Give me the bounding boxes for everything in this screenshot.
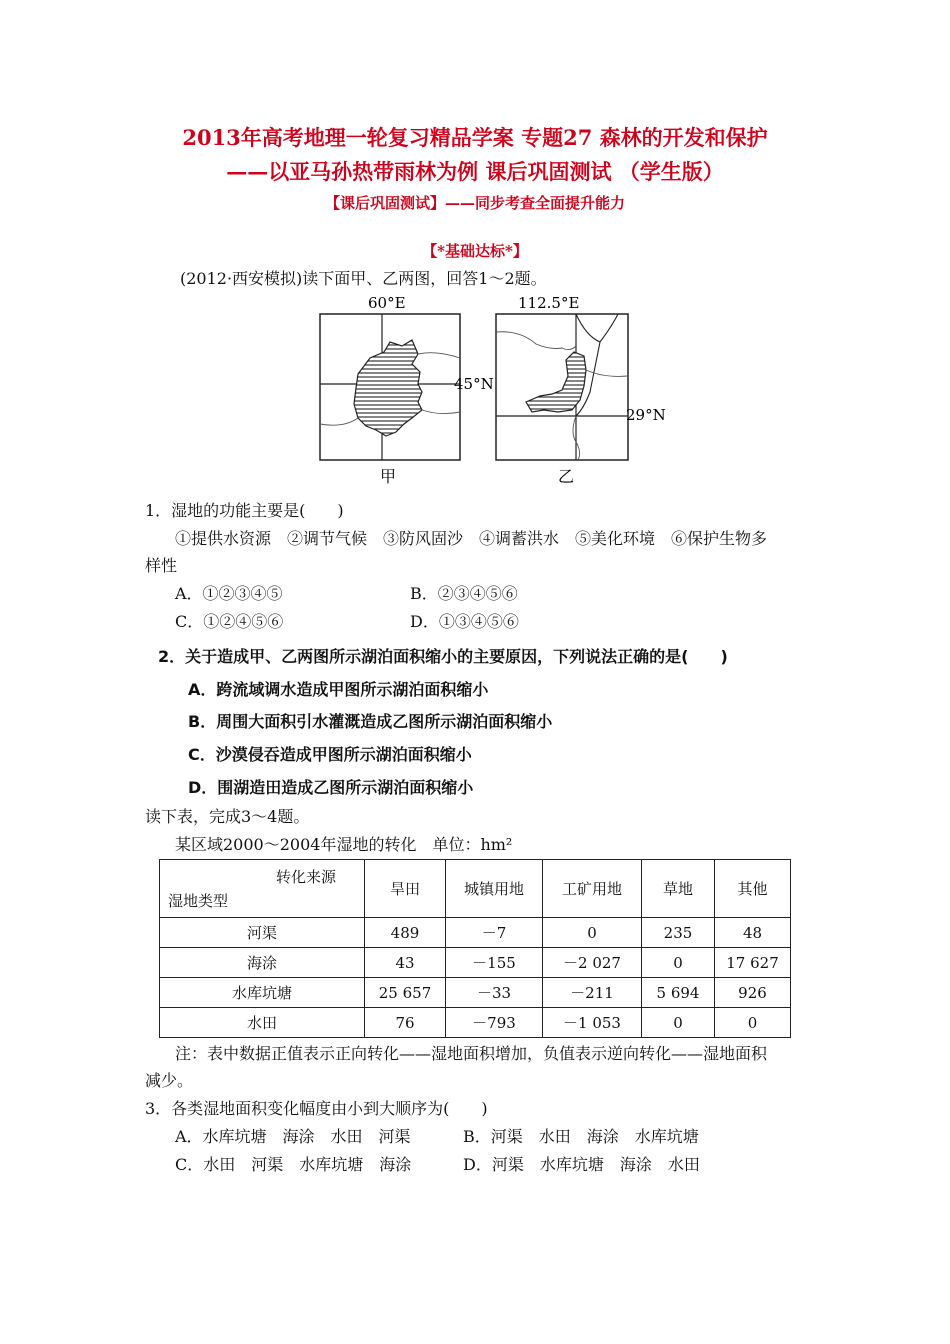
lake-maps-figure <box>300 292 700 488</box>
intro-table: 读下表，完成3～4题。 <box>145 807 310 826</box>
table-cell: 5 694 <box>642 978 715 1008</box>
table-cell: 0 <box>543 918 642 948</box>
table-header-row <box>160 860 791 918</box>
map-jia-longitude: 60°E <box>368 294 406 312</box>
table-cell: 17 627 <box>715 948 791 978</box>
map-jia <box>320 314 460 460</box>
column-header: 草地 <box>642 860 715 918</box>
q2-choice-d: D．围湖造田造成乙图所示湖泊面积缩小 <box>188 778 474 797</box>
section-label: 【*基础达标*】 <box>422 242 528 260</box>
table-note-line2: 减少。 <box>145 1071 194 1090</box>
doc-title-line1: 2013年高考地理一轮复习精品学案 专题27 森林的开发和保护 <box>182 125 768 150</box>
table-cell: －211 <box>543 978 642 1008</box>
map-jia-latitude: 45°N <box>454 375 494 393</box>
q1-choice-d: D．①③④⑤⑥ <box>410 612 519 631</box>
map-yi-longitude: 112.5°E <box>518 294 580 312</box>
column-header: 其他 <box>715 860 791 918</box>
table-row <box>160 1008 791 1038</box>
table-cell: －2 027 <box>543 948 642 978</box>
table-cell: 926 <box>715 978 791 1008</box>
table-cell: 0 <box>642 1008 715 1038</box>
table-cell: 43 <box>365 948 446 978</box>
map-yi <box>496 314 628 460</box>
map-yi-latitude: 29°N <box>626 406 666 424</box>
row-header: 水田 <box>160 1008 365 1038</box>
table-cell: 489 <box>365 918 446 948</box>
table-row <box>160 978 791 1008</box>
table-cell: 235 <box>642 918 715 948</box>
q2-stem: 2．关于造成甲、乙两图所示湖泊面积缩小的主要原因，下列说法正确的是( ) <box>158 647 728 666</box>
column-header: 工矿用地 <box>543 860 642 918</box>
table-corner-cell <box>160 860 365 918</box>
table-cell: 48 <box>715 918 791 948</box>
q3-choice-c: C．水田 河渠 水库坑塘 海涂 <box>175 1155 412 1174</box>
table-row <box>160 948 791 978</box>
doc-subtitle: 【课后巩固测试】——同步考查全面提升能力 <box>324 194 625 212</box>
q3-stem: 3．各类湿地面积变化幅度由小到大顺序为( ) <box>145 1099 488 1118</box>
row-header: 海涂 <box>160 948 365 978</box>
table-cell: －7 <box>446 918 543 948</box>
intro-maps: (2012·西安模拟)读下面甲、乙两图，回答1～2题。 <box>180 269 547 288</box>
doc-title-line2: ——以亚马孙热带雨林为例 课后巩固测试 （学生版） <box>226 159 724 184</box>
q1-choice-b: B．②③④⑤⑥ <box>410 584 518 603</box>
q1-choice-a: A．①②③④⑤ <box>175 584 283 603</box>
table-cell: 25 657 <box>365 978 446 1008</box>
table-cell: －1 053 <box>543 1008 642 1038</box>
corner-type-label: 湿地类型 <box>168 892 229 910</box>
table-row <box>160 918 791 948</box>
row-header: 水库坑塘 <box>160 978 365 1008</box>
q2-choice-b: B．周围大面积引水灌溉造成乙图所示湖泊面积缩小 <box>188 712 553 731</box>
corner-source-label: 转化来源 <box>275 868 336 886</box>
q1-choice-c: C．①②④⑤⑥ <box>175 612 284 631</box>
table-cell: －155 <box>446 948 543 978</box>
q1-stem: 1．湿地的功能主要是( ) <box>145 501 344 520</box>
q3-choice-a: A．水库坑塘 海涂 水田 河渠 <box>175 1127 411 1146</box>
q3-choice-d: D．河渠 水库坑塘 海涂 水田 <box>463 1155 700 1174</box>
table-note-line1: 注：表中数据正值表示正向转化——湿地面积增加，负值表示逆向转化——湿地面积 <box>175 1044 768 1063</box>
table-cell: －793 <box>446 1008 543 1038</box>
map-yi-caption: 乙 <box>558 467 575 486</box>
column-header: 旱田 <box>365 860 446 918</box>
wetland-conversion-table <box>159 859 791 1038</box>
q3-choice-b: B．河渠 水田 海涂 水库坑塘 <box>463 1127 699 1146</box>
q1-options-line2: 样性 <box>145 556 178 575</box>
table-cell: 76 <box>365 1008 446 1038</box>
map-jia-caption: 甲 <box>380 467 397 486</box>
table-cell: 0 <box>642 948 715 978</box>
table-caption: 某区域2000～2004年湿地的转化 单位：hm² <box>175 835 513 854</box>
table-cell: －33 <box>446 978 543 1008</box>
q2-choice-a: A．跨流域调水造成甲图所示湖泊面积缩小 <box>188 680 489 699</box>
table-cell: 0 <box>715 1008 791 1038</box>
row-header: 河渠 <box>160 918 365 948</box>
q1-options-line1: ①提供水资源 ②调节气候 ③防风固沙 ④调蓄洪水 ⑤美化环境 ⑥保护生物多 <box>175 529 768 548</box>
column-header: 城镇用地 <box>446 860 543 918</box>
q2-choice-c: C．沙漠侵吞造成甲图所示湖泊面积缩小 <box>188 745 472 764</box>
